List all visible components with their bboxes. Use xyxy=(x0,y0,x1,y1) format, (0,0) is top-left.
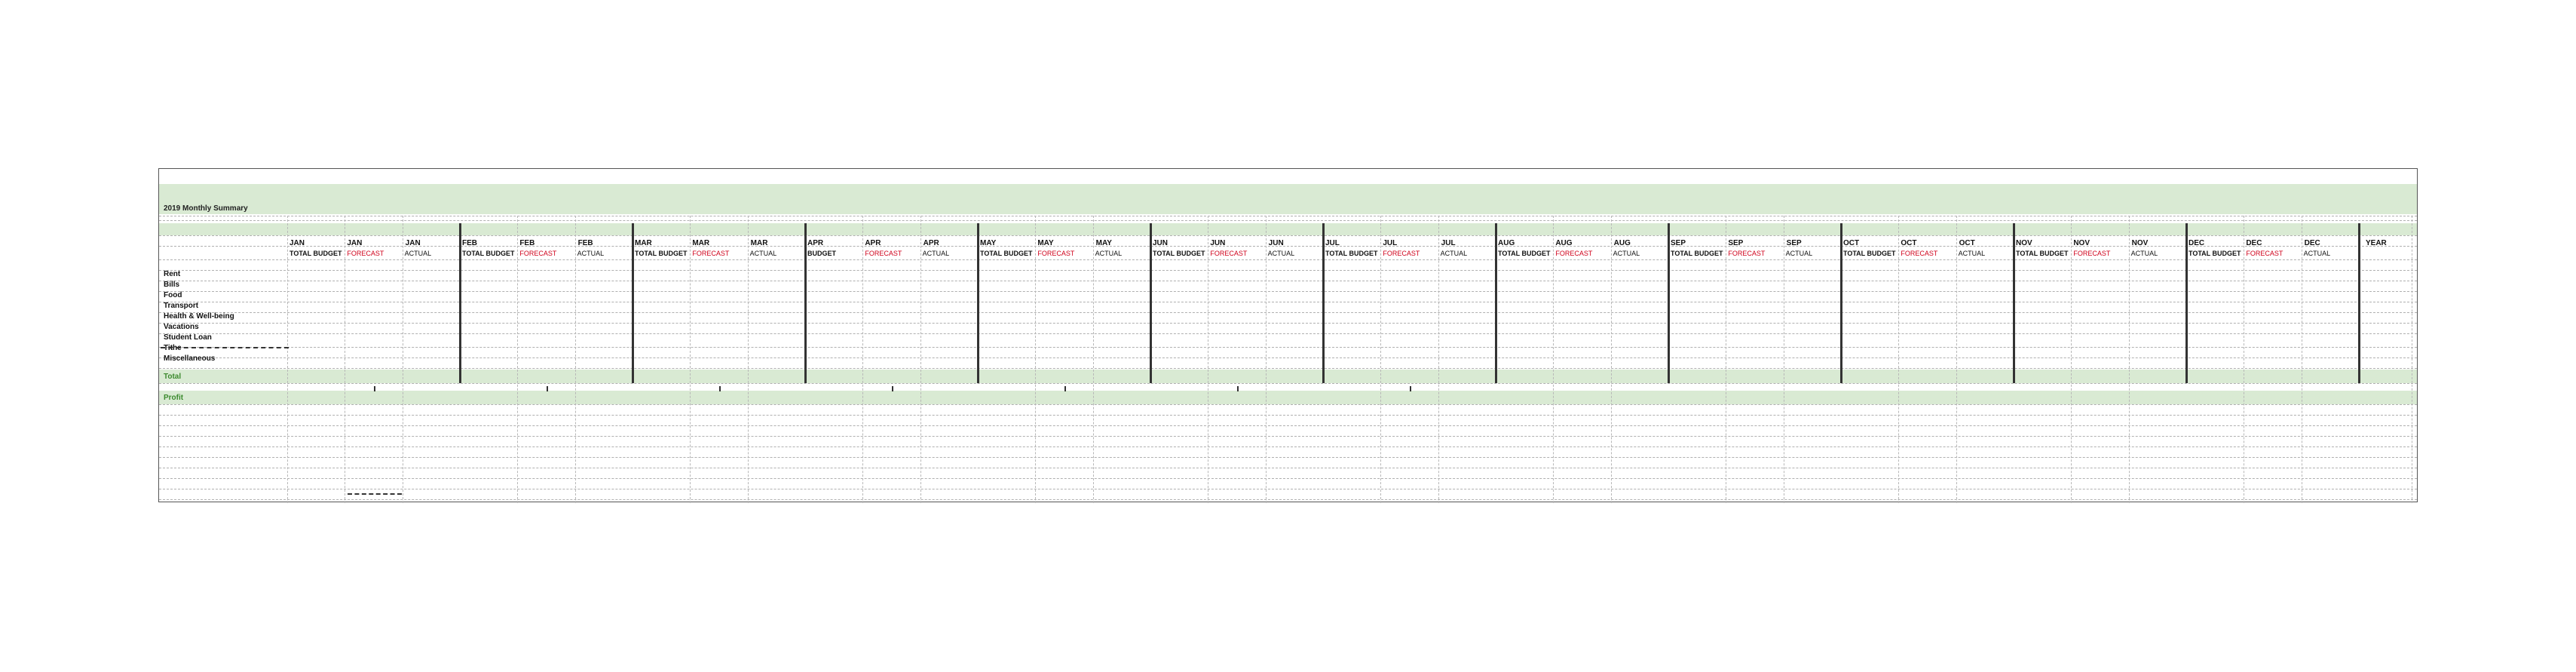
month-separator xyxy=(2013,223,2015,383)
month-header-actual[interactable]: MAR xyxy=(750,239,768,247)
subheader-budget[interactable]: TOTAL BUDGET xyxy=(635,250,688,257)
col-gridline xyxy=(575,216,576,503)
subheader-forecast[interactable]: FORECAST xyxy=(1037,250,1075,257)
category-label[interactable]: Student Loan xyxy=(164,333,212,342)
month-header-actual[interactable]: JUN xyxy=(1268,239,1284,247)
col-gridline xyxy=(748,216,749,503)
month-header-budget[interactable]: JUL xyxy=(1325,239,1340,247)
category-label[interactable]: Rent xyxy=(164,270,181,278)
month-header-forecast[interactable]: MAR xyxy=(692,239,710,247)
col-gridline xyxy=(1380,216,1381,503)
spreadsheet xyxy=(158,168,2418,502)
month-header-forecast[interactable]: JUL xyxy=(1383,239,1398,247)
subheader-forecast[interactable]: FORECAST xyxy=(692,250,730,257)
total-label[interactable]: Total xyxy=(164,373,182,381)
month-header-budget[interactable]: JAN xyxy=(289,239,305,247)
subheader-budget[interactable]: TOTAL BUDGET xyxy=(1153,250,1205,257)
subheader-forecast[interactable]: FORECAST xyxy=(1210,250,1248,257)
subheader-forecast[interactable]: FORECAST xyxy=(1555,250,1593,257)
row-gridline xyxy=(159,404,2417,405)
subheader-actual[interactable]: ACTUAL xyxy=(922,250,950,257)
subheader-forecast[interactable]: FORECAST xyxy=(519,250,557,257)
month-header-actual[interactable]: JUL xyxy=(1441,239,1456,247)
month-header-budget[interactable]: NOV xyxy=(2016,239,2032,247)
subheader-forecast[interactable]: FORECAST xyxy=(1901,250,1938,257)
category-label[interactable]: Bills xyxy=(164,281,180,289)
subheader-forecast[interactable]: FORECAST xyxy=(865,250,902,257)
col-gridline xyxy=(1093,216,1094,503)
cell-marker xyxy=(1237,386,1239,391)
row-gridline xyxy=(159,499,2417,500)
subheader-budget[interactable]: TOTAL BUDGET xyxy=(1843,250,1896,257)
month-header-forecast[interactable]: OCT xyxy=(1901,239,1917,247)
subheader-actual[interactable]: ACTUAL xyxy=(577,250,605,257)
col-gridline xyxy=(2129,216,2130,503)
month-separator xyxy=(1495,223,1497,383)
month-header-actual[interactable]: JAN xyxy=(405,239,421,247)
subheader-actual[interactable]: ACTUAL xyxy=(1958,250,1986,257)
subheader-actual[interactable]: ACTUAL xyxy=(2130,250,2158,257)
month-header-budget[interactable]: AUG xyxy=(1498,239,1515,247)
col-gridline xyxy=(1035,216,1036,503)
row-gridline xyxy=(159,220,2417,221)
month-header-forecast[interactable]: MAY xyxy=(1037,239,1054,247)
month-header-budget[interactable]: SEP xyxy=(1671,239,1686,247)
row-gridline xyxy=(159,312,2417,313)
subheader-actual[interactable]: ACTUAL xyxy=(1095,250,1123,257)
col-gridline xyxy=(1898,216,1899,503)
month-header-actual[interactable]: NOV xyxy=(2131,239,2149,247)
category-label[interactable]: Transport xyxy=(164,302,199,310)
col-gridline xyxy=(1611,216,1612,503)
month-separator xyxy=(632,223,634,383)
month-header-actual[interactable]: DEC xyxy=(2304,239,2320,247)
row-gridline xyxy=(159,415,2417,416)
subheader-forecast[interactable]: FORECAST xyxy=(2246,250,2283,257)
month-header-actual[interactable]: MAY xyxy=(1095,239,1112,247)
row-gridline xyxy=(159,368,2417,369)
month-header-forecast[interactable]: SEP xyxy=(1728,239,1744,247)
subheader-forecast[interactable]: FORECAST xyxy=(2073,250,2111,257)
month-separator xyxy=(2358,223,2360,383)
subheader-forecast[interactable]: FORECAST xyxy=(1728,250,1766,257)
row-gridline xyxy=(159,478,2417,479)
category-label[interactable]: Tithe xyxy=(164,344,182,352)
subheader-budget[interactable]: TOTAL BUDGET xyxy=(2016,250,2069,257)
year-header[interactable]: YEAR xyxy=(2366,239,2387,247)
subheader-budget[interactable]: TOTAL BUDGET xyxy=(289,250,342,257)
subheader-actual[interactable]: ACTUAL xyxy=(404,250,432,257)
cell-marker xyxy=(374,386,375,391)
month-header-forecast[interactable]: APR xyxy=(865,239,881,247)
row-gridline xyxy=(159,270,2417,271)
month-header-budget[interactable]: MAR xyxy=(635,239,652,247)
cell-marker xyxy=(1064,386,1066,391)
subheader-budget[interactable]: TOTAL BUDGET xyxy=(1671,250,1723,257)
month-header-budget[interactable]: MAY xyxy=(980,239,997,247)
col-gridline xyxy=(1438,216,1439,503)
total-band xyxy=(159,370,2417,383)
category-label[interactable]: Miscellaneous xyxy=(164,354,216,363)
month-separator xyxy=(2185,223,2188,383)
selection-marquee xyxy=(161,347,289,348)
month-separator xyxy=(1840,223,1842,383)
row-gridline xyxy=(159,436,2417,437)
profit-band xyxy=(159,391,2417,404)
month-separator xyxy=(1668,223,1670,383)
profit-label[interactable]: Profit xyxy=(164,394,184,402)
month-header-actual[interactable]: AUG xyxy=(1613,239,1631,247)
cell-marker xyxy=(547,386,548,391)
row-gridline xyxy=(159,235,2417,236)
subheader-forecast[interactable]: FORECAST xyxy=(347,250,384,257)
row-gridline xyxy=(159,333,2417,334)
category-label[interactable]: Health & Well-being xyxy=(164,312,234,321)
col-gridline xyxy=(2071,216,2072,503)
month-separator xyxy=(804,223,807,383)
subheader-actual[interactable]: ACTUAL xyxy=(1613,250,1640,257)
subheader-actual[interactable]: ACTUAL xyxy=(1267,250,1295,257)
month-separator xyxy=(459,223,461,383)
subheader-budget[interactable]: TOTAL BUDGET xyxy=(462,250,515,257)
month-header-actual[interactable]: FEB xyxy=(577,239,593,247)
category-label[interactable]: Vacations xyxy=(164,323,199,331)
row-gridline xyxy=(159,425,2417,426)
row-gridline xyxy=(159,457,2417,458)
title-band xyxy=(159,184,2417,214)
cell-marker xyxy=(1410,386,1411,391)
selection-marquee-bottom xyxy=(348,493,402,495)
subheader-actual[interactable]: ACTUAL xyxy=(749,250,777,257)
cell-marker xyxy=(719,386,721,391)
col-gridline xyxy=(862,216,863,503)
subheader-actual[interactable]: ACTUAL xyxy=(1440,250,1468,257)
category-label[interactable]: Food xyxy=(164,291,182,299)
month-separator xyxy=(1150,223,1152,383)
subheader-budget[interactable]: TOTAL BUDGET xyxy=(2189,250,2241,257)
col-gridline xyxy=(920,216,921,503)
month-header-forecast[interactable]: JUN xyxy=(1210,239,1226,247)
cell-marker xyxy=(892,386,893,391)
col-gridline xyxy=(1553,216,1554,503)
month-header-forecast[interactable]: FEB xyxy=(519,239,535,247)
row-gridline xyxy=(159,357,2417,358)
month-header-budget[interactable]: OCT xyxy=(1843,239,1860,247)
row-gridline xyxy=(159,383,2417,384)
col-gridline xyxy=(1266,216,1267,503)
month-separator xyxy=(977,223,979,383)
col-gridline xyxy=(287,216,288,503)
subheader-budget[interactable]: TOTAL BUDGET xyxy=(1325,250,1378,257)
row-gridline xyxy=(159,446,2417,447)
row-gridline xyxy=(159,291,2417,292)
subheader-budget[interactable]: BUDGET xyxy=(807,250,836,257)
month-header-budget[interactable]: DEC xyxy=(2189,239,2205,247)
row-gridline xyxy=(159,323,2417,324)
subheader-budget[interactable]: TOTAL BUDGET xyxy=(980,250,1033,257)
month-header-actual[interactable]: SEP xyxy=(1786,239,1802,247)
subheader-actual[interactable]: ACTUAL xyxy=(2303,250,2331,257)
month-header-forecast[interactable]: DEC xyxy=(2246,239,2262,247)
month-header-budget[interactable]: APR xyxy=(807,239,824,247)
month-separator xyxy=(1322,223,1325,383)
month-header-budget[interactable]: FEB xyxy=(462,239,477,247)
month-header-forecast[interactable]: JAN xyxy=(347,239,363,247)
month-header-actual[interactable]: OCT xyxy=(1959,239,1975,247)
sheet-title: 2019 Monthly Summary xyxy=(164,204,248,213)
header-band xyxy=(159,223,2417,235)
subheader-forecast[interactable]: FORECAST xyxy=(1383,250,1420,257)
subheader-budget[interactable]: TOTAL BUDGET xyxy=(1498,250,1551,257)
row-gridline xyxy=(159,259,2417,260)
month-header-budget[interactable]: JUN xyxy=(1153,239,1169,247)
row-gridline xyxy=(159,347,2417,348)
col-gridline xyxy=(517,216,518,503)
month-header-forecast[interactable]: NOV xyxy=(2073,239,2090,247)
month-header-actual[interactable]: APR xyxy=(923,239,939,247)
month-header-forecast[interactable]: AUG xyxy=(1555,239,1573,247)
subheader-actual[interactable]: ACTUAL xyxy=(1785,250,1813,257)
col-gridline xyxy=(690,216,691,503)
col-gridline xyxy=(1956,216,1957,503)
